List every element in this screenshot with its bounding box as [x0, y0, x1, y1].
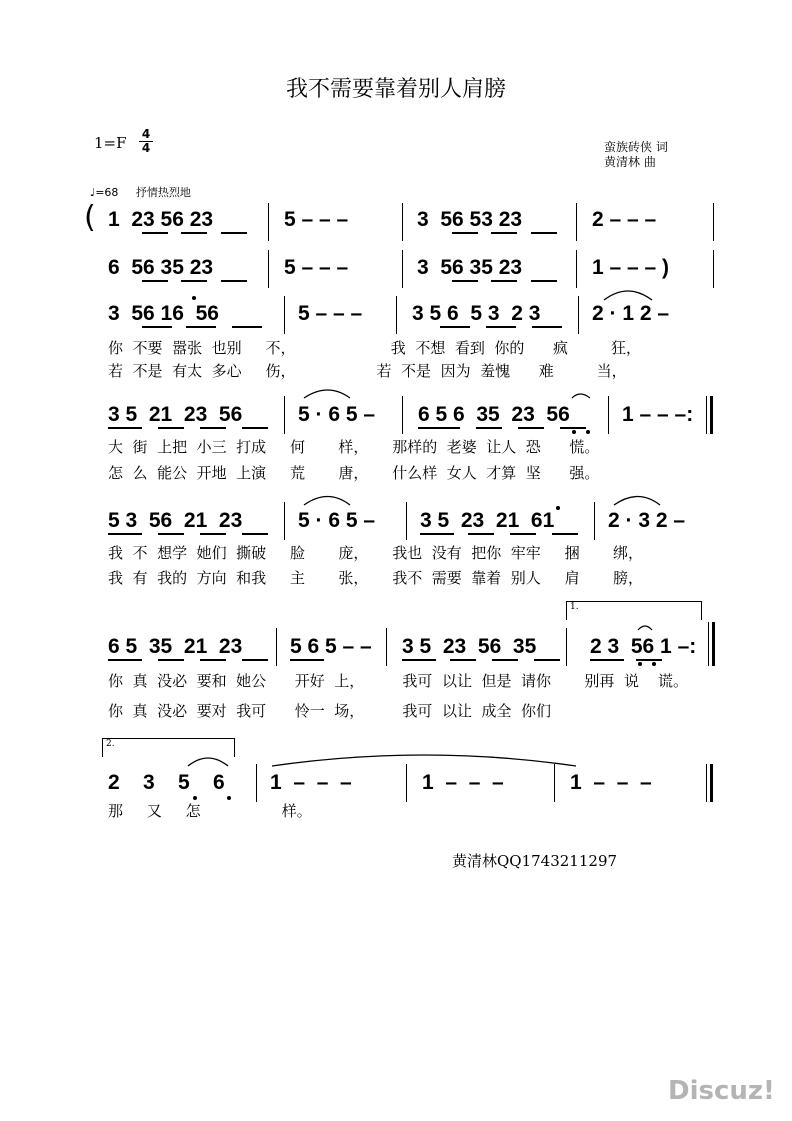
- measure-2-3: 3 56 35 23: [417, 256, 523, 279]
- lyricist-credit: 蛮族砖侠 词: [604, 140, 668, 154]
- lyric-line: 我 有 我的 方向 和我 主 张， 我不 需要 靠着 别人 肩 膀，: [108, 569, 644, 587]
- measure-4-4: 1 – – –:: [622, 403, 694, 426]
- composer-credit: 黄清林 曲: [604, 155, 656, 169]
- measure-6-1: 6 5 35 21 23: [108, 635, 243, 658]
- repeat-open-paren: (: [84, 200, 96, 235]
- measure-3-3: 3 5 6 5 3 2 3: [412, 302, 541, 325]
- measure-6-3: 3 5 23 56 35: [402, 635, 537, 658]
- volta-second-ending: 2.: [102, 738, 235, 757]
- measure-3-1: 3 56 16 56: [108, 302, 219, 325]
- measure-3-4: 2 · 1 2 –: [592, 302, 670, 325]
- lyric-line: 你 不要 嚣张 也别 不， 我 不想 看到 你的 疯 狂，: [108, 339, 641, 357]
- slur: [638, 626, 652, 630]
- measure-5-2: 5 · 6 5 –: [298, 509, 376, 532]
- slur: [304, 390, 350, 398]
- measure-4-2: 5 · 6 5 –: [298, 403, 376, 426]
- song-title: 我不需要靠着别人肩膀: [285, 77, 506, 102]
- measure-1-1: 1 23 56 23: [108, 208, 214, 231]
- measure-7-4: 1 – – –: [570, 771, 652, 794]
- measure-4-1: 3 5 21 23 56: [108, 403, 243, 426]
- tie: [272, 755, 576, 766]
- measure-5-1: 5 3 56 21 23: [108, 509, 243, 532]
- lyric-line: 大 街 上把 小三 打成 何 样， 那样的 老婆 让人 恐 慌。: [108, 438, 600, 456]
- measure-4-3: 6 5 6 35 23 56: [418, 403, 570, 426]
- expression-marking: 抒情热烈地: [135, 186, 191, 199]
- lyric-line: 你 真 没必 要对 我可 怜一 场， 我可 以让 成全 你们: [108, 702, 552, 720]
- slur: [572, 394, 590, 398]
- time-signature-top: 4: [141, 127, 151, 141]
- slur: [188, 758, 228, 766]
- lyric-line: 你 真 没必 要和 她公 开好 上， 我可 以让 但是 请你 别再 说 谎。: [108, 672, 689, 690]
- arranger-signature: 黄清林QQ1743211297: [452, 852, 618, 870]
- measure-6-4: 2 3 56 1 –:: [590, 635, 697, 658]
- measure-2-4: 1 – – – ): [592, 256, 670, 279]
- measure-1-2: 5 – – –: [284, 208, 349, 231]
- lyric-line: 那 又 怎 样。: [108, 802, 312, 820]
- time-signature-bottom: 4: [139, 141, 153, 155]
- measure-5-4: 2 · 3 2 –: [608, 509, 686, 532]
- measure-5-3: 3 5 23 21 61: [420, 509, 555, 532]
- measure-6-2: 5 6 5 – –: [290, 635, 372, 658]
- lyric-line: 我 不 想学 她们 撕破 脸 庞， 我也 没有 把你 牢牢 捆 绑，: [108, 544, 644, 562]
- measure-7-3: 1 – – –: [422, 771, 504, 794]
- measure-1-3: 3 56 53 23: [417, 208, 523, 231]
- lyric-line: 怎 么 能公 开地 上演 荒 唐， 什么样 女人 才算 坚 强。: [108, 464, 600, 482]
- slur: [304, 497, 350, 506]
- slur: [604, 291, 652, 300]
- measure-2-1: 6 56 35 23: [108, 256, 214, 279]
- volta-first-ending: 1.: [566, 601, 702, 620]
- measure-7-2: 1 – – –: [270, 771, 352, 794]
- measure-1-4: 2 – – –: [592, 208, 657, 231]
- measure-7-1: 2 3 5 6: [108, 771, 225, 794]
- measure-3-2: 5 – – –: [298, 302, 363, 325]
- measure-2-2: 5 – – –: [284, 256, 349, 279]
- key-signature: 1=F: [94, 134, 127, 152]
- tempo-value: ♩=68: [90, 186, 119, 199]
- slur: [614, 497, 660, 506]
- watermark: Discuz!: [668, 1076, 775, 1106]
- lyric-line: 若 不是 有太 多心 伤， 若 不是 因为 羞愧 难 当，: [108, 362, 627, 380]
